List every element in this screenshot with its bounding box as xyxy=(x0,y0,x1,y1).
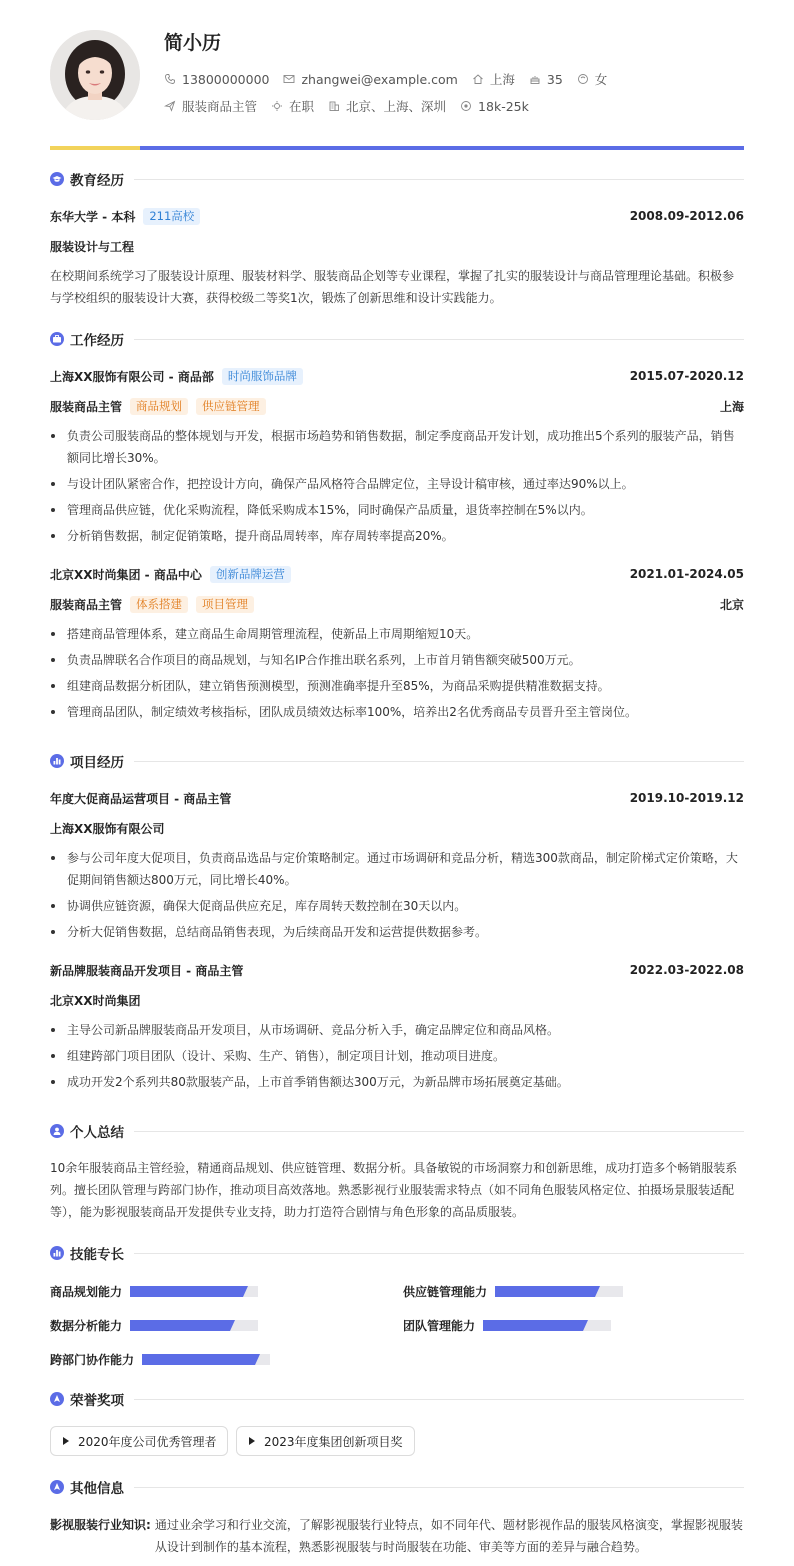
cake-icon xyxy=(529,73,541,85)
section-awards xyxy=(50,1389,744,1409)
header-divider-highlight xyxy=(50,146,140,150)
work-city: 北京 xyxy=(719,597,744,612)
role-tag: 商品规划 xyxy=(130,398,188,415)
school-name: 东华大学 - 本科 xyxy=(50,209,136,224)
section-title: 荣誉奖项 xyxy=(70,1393,124,1409)
section-divider xyxy=(134,1399,744,1400)
mail-icon xyxy=(283,73,295,85)
section-title: 教育经历 xyxy=(70,173,124,189)
summary-text: 10余年服装商品主管经验，精通商品规划、供应链管理、数据分析。具备敏锐的市场洞察力和创新思维，成功打造多个畅销服装系列。擅长团队管理与跨部门协作，推动项目高效落地。熟悉影视行业服装需求特点（如不同角色服装风格定位、拍摄场景服装适配等），能为影视服装商品开发提供专业支持，助力打造符合剧情与角色形象的高品质服装。 xyxy=(50,1161,738,1219)
target-cities-text: 北京、上海、深圳 xyxy=(346,99,447,114)
resume-header xyxy=(50,0,744,146)
skill-item xyxy=(50,1351,270,1368)
chart-icon xyxy=(50,754,64,768)
salary-item xyxy=(460,99,529,114)
coin-icon xyxy=(460,100,472,112)
award-badge xyxy=(236,1426,415,1456)
education-header xyxy=(50,206,744,226)
list-item: 管理商品团队，制定绩效考核指标，团队成员绩效达标率100%，培养出2名优秀商品专员晋升至主管岗位。 xyxy=(50,701,744,723)
list-item: 管理商品供应链，优化采购流程，降低采购成本15%，同时确保产品质量，退货率控制在5%以内。 xyxy=(50,499,744,521)
email-text: zhangwei@example.com xyxy=(301,71,458,87)
section-divider xyxy=(134,1487,744,1488)
major-name: 服装设计与工程 xyxy=(50,239,135,254)
resume-page xyxy=(50,0,744,1554)
header-divider xyxy=(50,146,744,150)
list-item: 参与公司年度大促项目，负责商品选品与定价策略制定。通过市场调研和竞品分析，精选300款商品，制定阶梯式定价策略，大促期间销售额达800万元，同比增长40%。 xyxy=(50,847,744,891)
section-title: 个人总结 xyxy=(70,1125,124,1141)
list-item: 分析大促销售数据，总结商品销售表现，为后续商品开发和运营提供数据参考。 xyxy=(50,921,744,943)
project-period: 2022.03-2022.08 xyxy=(629,963,744,977)
section-divider xyxy=(134,761,744,762)
work-role-row xyxy=(50,396,744,416)
skill-name: 数据分析能力 xyxy=(50,1319,123,1333)
award-badge xyxy=(50,1426,228,1456)
gender-text: 女 xyxy=(594,72,608,87)
section-projects xyxy=(50,751,744,771)
phone-text: 13800000000 xyxy=(182,71,270,87)
section-work xyxy=(50,329,744,349)
work-role-row xyxy=(50,594,744,614)
list-item: 主导公司新品牌服装商品开发项目，从市场调研、竞品分析入手，确定品牌定位和商品风格。 xyxy=(50,1019,744,1041)
skill-bar xyxy=(130,1320,258,1331)
status-item xyxy=(271,97,314,115)
skill-bar-fill xyxy=(483,1320,583,1331)
role-name: 服装商品主管 xyxy=(50,399,123,414)
skill-item xyxy=(50,1283,258,1300)
project-period: 2019.10-2019.12 xyxy=(629,791,744,805)
skill-bar xyxy=(495,1286,623,1297)
target-position-text: 服装商品主管 xyxy=(182,99,258,114)
company-tag: 时尚服饰品牌 xyxy=(222,368,303,385)
list-item: 负责品牌联名合作项目的商品规划，与知名IP合作推出联名系列，上市首月销售额突破500万元。 xyxy=(50,649,744,671)
section-summary xyxy=(50,1121,744,1141)
status-icon xyxy=(271,100,283,112)
skill-item xyxy=(403,1283,623,1300)
salary-text: 18k-25k xyxy=(478,98,529,114)
contact-row xyxy=(164,70,621,88)
education-major-row xyxy=(50,236,744,256)
section-title: 其他信息 xyxy=(70,1481,124,1497)
building-icon xyxy=(328,100,340,112)
home-icon xyxy=(472,73,484,85)
skill-bar-fill xyxy=(130,1320,230,1331)
company-name: 北京XX时尚集团 - 商品中心 xyxy=(50,567,202,582)
work-header xyxy=(50,366,744,386)
list-item: 负责公司服装商品的整体规划与开发，根据市场趋势和销售数据，制定季度商品开发计划，成功推出5个系列的服装产品，销售额同比增长30%。 xyxy=(50,425,744,469)
section-divider xyxy=(134,339,744,340)
gender-item xyxy=(577,70,608,88)
age-text: 35 xyxy=(546,71,563,87)
project-company: 上海XX服饰有限公司 xyxy=(50,821,165,836)
list-item: 与设计团队紧密合作，把控设计方向，确保产品风格符合品牌定位，主导设计稿审核，通过率达90%以上。 xyxy=(50,473,744,495)
send-icon xyxy=(164,100,176,112)
project-title: 新品牌服装商品开发项目 - 商品主管 xyxy=(50,963,244,978)
gender-icon xyxy=(577,73,589,85)
skill-name: 商品规划能力 xyxy=(50,1285,123,1299)
skill-bar xyxy=(130,1286,258,1297)
education-period: 2008.09-2012.06 xyxy=(629,209,744,223)
role-tag: 供应链管理 xyxy=(196,398,266,415)
award-text: 2023年度集团创新项目奖 xyxy=(264,1434,403,1449)
section-other xyxy=(50,1477,744,1497)
section-title: 项目经历 xyxy=(70,755,124,771)
location-text: 上海 xyxy=(489,72,515,87)
bar-chart-icon xyxy=(50,1246,64,1260)
graduation-cap-icon xyxy=(50,172,64,186)
play-icon xyxy=(249,1437,255,1445)
work-period: 2021.01-2024.05 xyxy=(629,567,744,581)
target-cities-item xyxy=(328,97,446,115)
work-period: 2015.07-2020.12 xyxy=(629,369,744,383)
info-icon xyxy=(50,1480,64,1494)
skill-item xyxy=(50,1317,258,1334)
phone-item xyxy=(164,72,269,87)
list-item: 分析销售数据，制定促销策略，提升商品周转率，库存周转率提高20%。 xyxy=(50,525,744,547)
project-title: 年度大促商品运营项目 - 商品主管 xyxy=(50,791,232,806)
skill-name: 供应链管理能力 xyxy=(403,1285,488,1299)
list-item: 成功开发2个系列共80款服装产品，上市首季销售额达300万元，为新品牌市场拓展奠定基础。 xyxy=(50,1071,744,1093)
skill-item xyxy=(403,1317,611,1334)
project-company: 北京XX时尚集团 xyxy=(50,993,141,1008)
education-description: 在校期间系统学习了服装设计原理、服装材料学、服装商品企划等专业课程，掌握了扎实的服装设计与商品管理理论基础。积极参与学校组织的服装设计大赛，获得校级二等奖1次，锻炼了创新思维和设计实践能力。 xyxy=(50,269,735,305)
work-bullets xyxy=(50,623,744,727)
skill-name: 团队管理能力 xyxy=(403,1319,476,1333)
role-tag: 项目管理 xyxy=(196,596,254,613)
skill-name: 跨部门协作能力 xyxy=(50,1353,135,1367)
list-item: 组建商品数据分析团队，建立销售预测模型，预测准确率提升至85%，为商品采购提供精准数据支持。 xyxy=(50,675,744,697)
skill-bar-fill xyxy=(142,1354,255,1365)
school-tag: 211高校 xyxy=(143,208,200,225)
work-header xyxy=(50,564,744,584)
section-divider xyxy=(134,1131,744,1132)
avatar xyxy=(50,30,140,120)
list-item: 协调供应链资源，确保大促商品供应充足，库存周转天数控制在30天以内。 xyxy=(50,895,744,917)
role-name: 服装商品主管 xyxy=(50,597,123,612)
award-icon xyxy=(50,1392,64,1406)
section-divider xyxy=(134,179,744,180)
status-text: 在职 xyxy=(289,99,315,114)
role-tag: 体系搭建 xyxy=(130,596,188,613)
skill-bar xyxy=(142,1354,270,1365)
briefcase-icon xyxy=(50,332,64,346)
award-text: 2020年度公司优秀管理者 xyxy=(78,1434,217,1449)
other-label: 影视服装行业知识: xyxy=(50,1518,151,1532)
section-title: 工作经历 xyxy=(70,333,124,349)
skill-bar xyxy=(483,1320,611,1331)
candidate-name: 简小历 xyxy=(164,32,222,54)
section-skills xyxy=(50,1243,744,1263)
section-divider xyxy=(134,1253,744,1254)
skill-bar-fill xyxy=(495,1286,595,1297)
job-intent-row xyxy=(164,97,543,115)
work-bullets xyxy=(50,425,744,551)
project-header xyxy=(50,788,744,808)
target-position-item xyxy=(164,97,257,115)
section-education xyxy=(50,169,744,189)
list-item: 组建跨部门项目团队（设计、采购、生产、销售），制定项目计划，推动项目进度。 xyxy=(50,1045,744,1067)
other-info xyxy=(50,1514,744,1558)
project-header xyxy=(50,960,744,980)
project-company-row xyxy=(50,818,744,838)
skill-bar-fill xyxy=(130,1286,243,1297)
project-bullets xyxy=(50,847,744,947)
play-icon xyxy=(63,1437,69,1445)
list-item: 搭建商品管理体系，建立商品生命周期管理流程，使新品上市周期缩短10天。 xyxy=(50,623,744,645)
company-tag: 创新品牌运营 xyxy=(210,566,291,583)
user-icon xyxy=(50,1124,64,1138)
project-company-row xyxy=(50,990,744,1010)
age-item xyxy=(529,72,563,87)
company-name: 上海XX服饰有限公司 - 商品部 xyxy=(50,369,214,384)
phone-icon xyxy=(164,73,176,85)
project-bullets xyxy=(50,1019,744,1097)
other-text: 通过业余学习和行业交流，了解影视服装行业特点，如不同年代、题材影视作品的服装风格演变，掌握影视服装从设计到制作的基本流程，熟悉影视服装与时尚服装在功能、审美等方面的差异与融合趋势。 xyxy=(154,1518,743,1554)
section-title: 技能专长 xyxy=(70,1247,124,1263)
work-city: 上海 xyxy=(719,399,744,414)
email-item xyxy=(283,72,457,87)
location-item xyxy=(472,70,515,88)
